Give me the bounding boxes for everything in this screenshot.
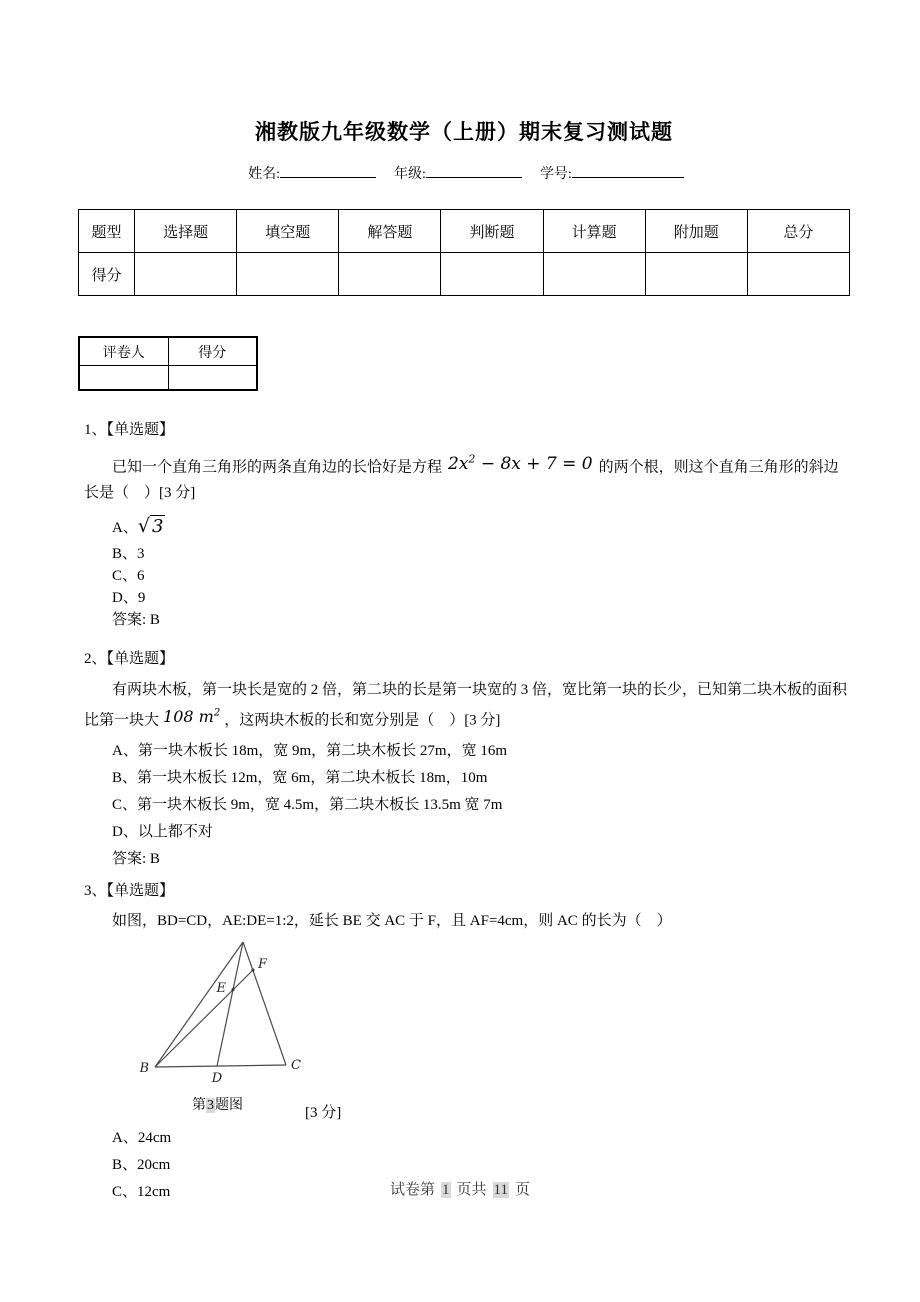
score-table-header-row [79,210,850,253]
page-footer [0,1178,920,1199]
question-2-option-d: D、以上都不对 [112,823,213,840]
grader-cell-empty [79,366,168,391]
header-total: 总分 [747,210,849,253]
point-F-label: F [258,956,268,972]
figure-caption-line [192,1094,470,1121]
grader-score-table [78,336,258,391]
question-1-option-b: B、3 [112,545,145,562]
grade-label: 年级: [394,167,426,182]
question-3-score-tag: [3 分] [305,1104,342,1121]
question-3-type-tag: 【单选题】 [106,882,175,899]
grader-table-header-row [79,337,257,366]
point-D-label: D [211,1070,223,1086]
score-cell-empty [135,253,237,296]
figure-caption: 第3题图 [192,1097,243,1113]
footer-page-number: 1 [442,1182,450,1198]
question-1-stem [84,449,850,506]
question-3 [84,880,850,1206]
name-blank [280,163,376,178]
score-cell-empty [237,253,339,296]
score-cell-empty [441,253,543,296]
student-id-label: 学号: [539,167,572,182]
question-3-option-b: B、20cm [112,1156,171,1173]
score-cell-empty [543,253,645,296]
question-2-type-tag: 【单选题】 [106,650,175,667]
question-3-option-c: C、12cm [112,1183,171,1200]
question-2-answer: 答案: B [112,850,160,867]
question-3-stem: 如图，BD=CD，AE:DE=1:2，延长 BE 交 AC 于 F，且 AF=4cm，则 AC 的长为（ ） [112,912,672,929]
area-formula-108-m2: 108 $m^2$ [163,706,221,726]
segment-BF [155,970,253,1067]
question-2-stem-text-before: 有两块木板，第一块长是宽的 2 倍，第二块的长是第一块宽的 3 倍，宽比第一块的长少，已知第二块木板的面积比第一块大 [84,681,848,728]
score-summary-table [78,209,850,296]
question-3-option-a: A、24cm [112,1129,172,1146]
question-1-options [112,511,850,609]
question-1-stem-text-after: 的两个根，则这个直角三角形的斜边长是（ ）[3 分] [84,459,839,501]
question-1-option-c: C、6 [112,567,145,584]
question-2-option-a: A、第一块木板长 18m，宽 9m，第二块木板长 27m，宽 16m [112,742,508,759]
question-2-heading [84,648,850,670]
question-3-figure [140,937,470,1121]
triangle-figure-svg [140,937,350,1087]
page-title: 湘教版九年级数学（上册）期末复习测试题 [255,121,673,144]
score-cell-empty [645,253,747,296]
grader-score-label: 得分 [168,337,257,366]
grader-label: 评卷人 [79,337,168,366]
header-fill-blank: 填空题 [237,210,339,253]
option-a-label: A、 [112,519,138,536]
grader-score-cell-empty [168,366,257,391]
question-1-answer: 答案: B [112,611,160,628]
segment-BC [155,1065,286,1067]
header-multiple-choice: 选择题 [135,210,237,253]
sqrt-3-expression: √ 3 [137,514,164,537]
point-F-dot [252,968,255,971]
question-1-number: 1、 [84,422,107,438]
question-1-heading [84,419,850,441]
header-extra: 附加题 [645,210,747,253]
header-solution: 解答题 [339,210,441,253]
question-2-options [112,738,850,846]
score-cell-empty [747,253,849,296]
score-cell-empty [339,253,441,296]
score-table-score-row [79,253,850,296]
point-E-label: E [216,980,226,996]
question-2-stem-text-after: ，这两块木板的长和宽分别是（ ）[3 分] [224,711,501,728]
question-2-option-b: B、第一块木板长 12m，宽 6m，第二块木板长 18m，10m [112,769,488,786]
footer-text-2: 页共 [456,1182,487,1198]
grade-blank [426,163,522,178]
question-1-option-d: D、9 [112,589,146,606]
student-id-blank [572,163,684,178]
footer-text-3: 页 [514,1182,530,1198]
question-2-number: 2、 [84,650,107,667]
point-E-dot [232,988,235,991]
question-1-stem-text-before: 已知一个直角三角形的两条直角边的长恰好是方程 [112,459,443,476]
footer-text-1: 试卷第 [390,1182,436,1198]
header-question-type: 题型 [79,210,135,253]
header-judgement: 判断题 [441,210,543,253]
name-label: 姓名: [248,167,281,182]
point-B-label: B [140,1060,149,1076]
quadratic-equation-formula: $2x^2 - 8x + 7 = 0$ [448,452,593,474]
question-3-number: 3、 [84,882,107,899]
question-2-stem [84,678,850,733]
question-1-option-a [112,511,850,543]
figure-number-shaded: 3 [207,1097,214,1113]
score-row-label: 得分 [79,253,135,296]
header-calculation: 计算题 [543,210,645,253]
point-C-label: C [291,1057,301,1073]
question-1 [84,419,850,632]
footer-total-pages: 11 [493,1182,508,1198]
question-2 [84,648,850,872]
question-1-type-tag: 【单选题】 [106,422,175,438]
question-2-option-c: C、第一块木板长 9m，宽 4.5m，第二块木板长 13.5m 宽 7m [112,796,503,813]
grader-table-empty-row [79,366,257,391]
student-info-line [78,163,850,183]
question-3-heading [84,880,850,902]
